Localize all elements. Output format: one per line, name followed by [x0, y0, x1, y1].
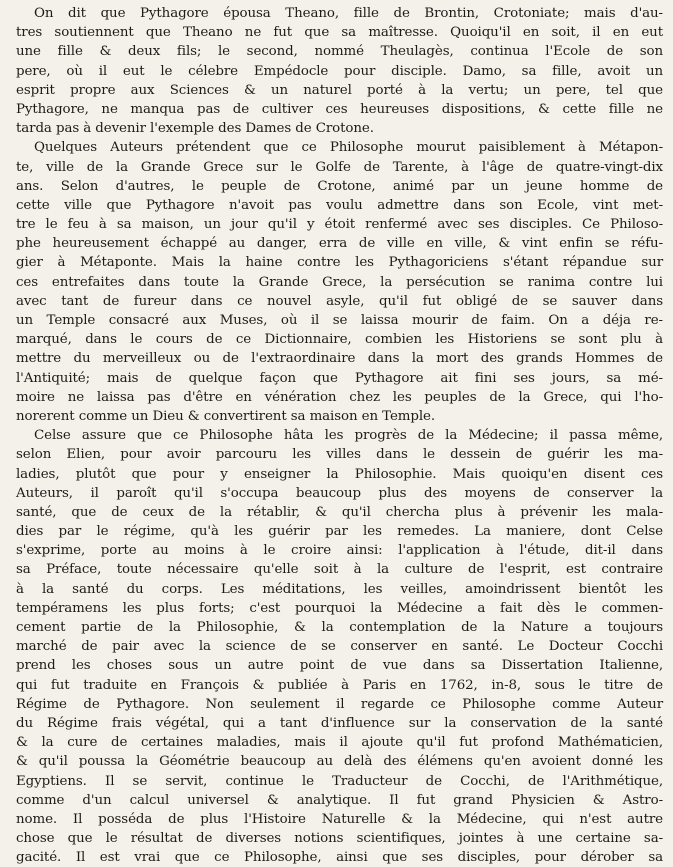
text-line: esprit propre aux Sciences & un naturel porté à la vertu; un pere, tel que	[16, 82, 663, 98]
text-line: moire ne laissa pas d'être en vénération chez les peuples de la Grece, qui l'ho-	[16, 389, 663, 405]
text-line: s'exprime, porte au moins à le croire ainsi: l'application à l'étude, dit-il dans	[16, 543, 663, 559]
text-line: chose que le résultat de diverses notions scientifiques, jointes à une certaine sa-	[16, 831, 663, 847]
paragraph	[16, 138, 663, 426]
text-line: l'Antiquité; mais de quelque façon que Pythagore ait fini ses jours, sa mé-	[16, 370, 663, 386]
text-line: te, ville de la Grande Grece sur le Golfe de Tarente, à l'âge de quatre-vingt-dix	[16, 159, 663, 175]
text-line: Quelques Auteurs prétendent que ce Philosophe mourut paisiblement à Métapon-	[34, 140, 663, 156]
text-line: un Temple consacré aux Muses, où il se laissa mourir de faim. On a déja re-	[16, 313, 663, 328]
text-line: ces entrefaites dans toute la Grande Grece, la persécution se ranima contre lui	[16, 274, 663, 290]
text-line: pere, où il eut le célebre Empédocle pour disciple. Damo, sa fille, avoit un	[16, 63, 663, 79]
text-line: marqué, dans le cours de ce Dictionnaire, combien les Historiens se sont plu à	[16, 332, 663, 348]
text-line: norerent comme un Dieu & convertirent sa maison en Temple.	[16, 408, 436, 424]
text-line: Egyptiens. Il se servit, continue le Traducteur de Cocchi, de l'Arithmétique,	[16, 773, 663, 789]
text-line: phe heureusement échappé au danger, erra de ville en ville, & vint enfin se réfu-	[16, 236, 663, 252]
text-line: cement partie de la Philosophie, & la contemplation de la Nature a toujours	[16, 620, 663, 635]
text-line: ladies, plutôt que pour y enseigner la Philosophie. Mais quoiqu'en disent ces	[16, 466, 663, 482]
text-line: mettre du merveilleux ou de l'extraordinaire dans la mort des grands Hommes de	[16, 351, 663, 367]
text-line: nome. Il posséda de plus l'Histoire Naturelle & la Médecine, qui n'est autre	[16, 811, 663, 827]
text-line: Auteurs, il paroît qu'il s'occupa beaucoup plus des moyens de conserver la	[16, 485, 663, 501]
text-line: gier à Métaponte. Mais la haine contre les Pythagoriciens s'étant répandue sur	[16, 255, 663, 271]
text-line: & la cure de certaines maladies, mais il ajoute qu'il fut profond Mathématicien,	[16, 735, 663, 751]
text-line: une fille & deux fils; le second, nommé Theulagès, continua l'Ecole de son	[16, 44, 663, 60]
text-line: tarda pas à devenir l'exemple des Dames de Crotone.	[16, 121, 374, 137]
text-line: dies par le régime, qu'à les guérir par les remedes. La maniere, dont Celse	[16, 524, 663, 540]
text-line: prend les choses sous un autre point de vue dans sa Dissertation Italienne,	[16, 658, 663, 674]
text-line: selon Elien, pour avoir parcouru les villes dans le dessein de guérir les ma-	[16, 447, 663, 463]
paragraph	[16, 4, 663, 138]
text-line: & qu'il poussa la Géométrie beaucoup au delà des élémens qu'en avoient donné les	[16, 754, 663, 770]
text-line: qui fut traduite en François & publiée à Paris en 1762, in-8, sous le titre de	[16, 677, 663, 693]
text-line: du Régime frais végétal, qui a tant d'influence sur la conservation de la santé	[16, 715, 663, 731]
text-line: tempéramens les plus forts; c'est pourquoi la Médecine a fait dès le commen-	[16, 600, 663, 616]
text-line: gacité. Il est vrai que ce Philosophe, ainsi que ses disciples, pour dérober sa	[16, 850, 663, 866]
text-line: ans. Selon d'autres, le peuple de Crotone, animé par un jeune homme de	[16, 178, 663, 194]
text-line: sa Préface, toute nécessaire qu'elle soit à la culture de l'esprit, est contraire	[16, 562, 663, 578]
text-line: On dit que Pythagore épousa Theano, fille de Brontin, Crotoniate; mais d'au-	[34, 6, 663, 21]
text-line: Celse assure que ce Philosophe hâta les progrès de la Médecine; il passa même,	[34, 428, 663, 444]
text-line: à la santé du corps. Les méditations, les veilles, amoindrissent bientôt les	[16, 581, 663, 597]
paragraph	[16, 426, 663, 867]
text-line: cette ville que Pythagore n'avoit pas voulu admettre dans son Ecole, vint met-	[16, 197, 663, 213]
text-line: avec tant de fureur dans ce nouvel asyle, qu'il fut obligé de se sauver dans	[16, 293, 663, 309]
text-line: Pythagore, ne manqua pas de cultiver ces heureuses dispositions, & cette fille ne	[16, 101, 663, 117]
text-line: tres soutiennent que Theano ne fut que sa maîtresse. Quoiqu'il en soit, il en eut	[16, 25, 663, 41]
text-line: marché de pair avec la science de se conserver en santé. Le Docteur Cocchi	[16, 639, 663, 655]
text-line: comme d'un calcul universel & analytique. Il fut grand Physicien & Astro-	[16, 792, 663, 808]
text-line: Régime de Pythagore. Non seulement il regarde ce Philosophe comme Auteur	[16, 696, 663, 712]
text-line: santé, que de ceux de la rétablir, & qu'il chercha plus à prévenir les mala-	[16, 504, 663, 520]
text-line: tre le feu à sa maison, un jour qu'il y étoit renfermé avec ses disciples. Ce Philoso-	[16, 217, 663, 233]
